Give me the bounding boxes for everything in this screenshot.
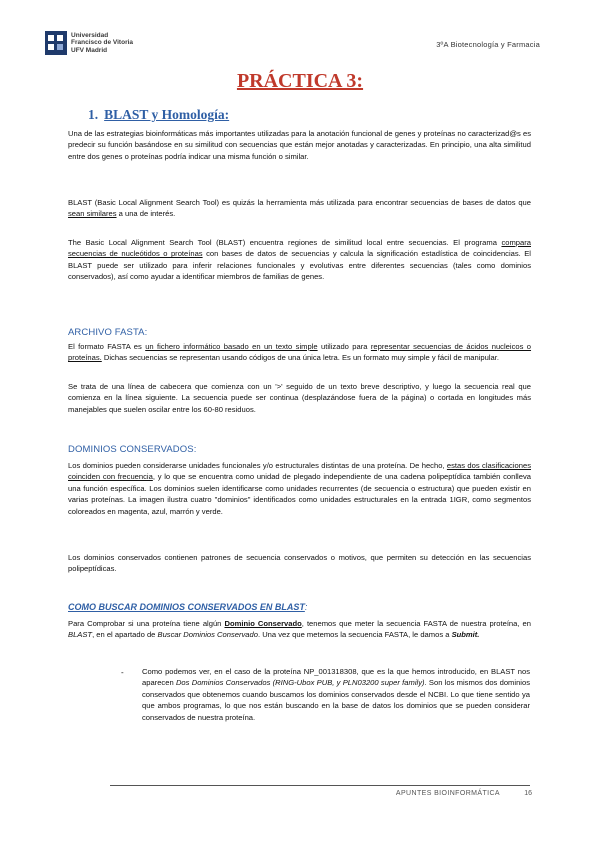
footer-label: APUNTES BIOINFORMÁTICA <box>395 790 500 797</box>
logo-text <box>71 32 133 55</box>
intro-paragraph-3 <box>68 237 531 283</box>
text-run: Como podemos ver, en el caso de la proteína NP_001318308, que es la que hemos introducido, en BLAST nos aparecen <box>142 667 530 688</box>
text-run: . Una vez que metemos la secuencia FASTA, le damos a <box>257 630 452 640</box>
underlined-text: estas dos clasificaciones coinciden con frecuencia <box>68 461 531 482</box>
dominios-paragraph-2: Los dominios conservados contienen patrones de secuencia conservados o motivos, que permiten su detección en las secuencias polipeptídicas. <box>68 553 531 574</box>
text-run: Dichas secuencias se representan usando códigos de una única letra. Es un formato muy simple y fácil de manipular. <box>101 353 499 363</box>
text-run: , en el apartado de <box>92 630 158 640</box>
italic-text: Dos Dominios Conservados (RING-Ubox PUB, y PLN03200 super family) <box>175 678 425 688</box>
underlined-text: Dominio Conservado <box>224 619 302 628</box>
ufv-logo-icon <box>45 31 67 55</box>
bold-italic-text: Submit. <box>451 630 480 640</box>
underlined-text: un fichero informático basado en un texto simple <box>145 342 318 351</box>
section-heading <box>88 107 229 123</box>
course-label: 3ºA Biotecnología y Farmacia <box>436 40 540 49</box>
italic-text: Buscar Dominios Conservado <box>157 630 258 640</box>
italic-text: BLAST <box>68 630 93 640</box>
footer-divider <box>110 785 530 786</box>
text-run: The Basic Local Alignment Search Tool (BLAST) encuentra regiones de similitud local entre secuencias. El programa <box>68 238 502 247</box>
underlined-text: representar secuencias de ácidos nucleicos o proteínas. <box>68 342 532 363</box>
logo-line: Francisco de Vitoria <box>71 39 134 47</box>
text-run: a una de interés. <box>116 209 176 219</box>
intro-paragraph-1: Una de las estrategias bioinformáticas más importantes utilizadas para la anotación funcional de genes y proteínas no caracterizad@s es predecir su función basándose en su similitud con secuencias que están mejor anotadas y caracterizadas. En principio, una alta similitud entre dos genes o proteínas podría indicar una misma función o similar. <box>68 129 531 161</box>
section-number: 1. <box>88 107 99 122</box>
buscar-paragraph <box>68 618 531 641</box>
intro-paragraph-2 <box>68 197 531 220</box>
dominios-heading: DOMINIOS CONSERVADOS: <box>68 444 197 455</box>
buscar-heading <box>68 602 307 612</box>
underlined-text: compara secuencias de nucleótidos o proteínas <box>68 238 531 259</box>
text-run: utilizado para <box>317 342 371 351</box>
text-run: con bases de datos de secuencias y calcula la significación estadística de coincidencias. El BLAST puede ser utilizado para inferir relaciones funcionales y evolutivas entre diferentes secuencias (tales como dominios conservados), así como ayudar a identificar miembros de familias de genes. <box>68 249 531 282</box>
text-run: , tenemos que meter la secuencia FASTA de nuestra proteína, en <box>301 619 531 628</box>
dominios-paragraph-1 <box>68 460 531 517</box>
text-run: BLAST (Basic Local Alignment Search Tool) es quizás la herramienta más utilizada para encontrar secuencias de bases de datos que <box>68 198 531 207</box>
section-title: BLAST y Homología: <box>104 107 230 122</box>
buscar-heading-text: COMO BUSCAR DOMINIOS CONSERVADOS EN BLAST <box>68 602 305 612</box>
logo-line: Universidad <box>71 31 109 39</box>
text-run: . Son los mismos dos dominios conservados que obtenemos cuando buscamos los dominios conservados desde el NCBI. Lo que tiene sentido ya que ambos programas, lo que nos están buscando en la base de datos los dominios que se pueden considerar conservados de nuestra proteína. <box>142 678 530 722</box>
text-run: Los dominios pueden considerarse unidades funcionales y/o estructurales distintas de una proteína. De hecho, <box>68 461 447 470</box>
logo-line: UFV Madrid <box>71 46 108 54</box>
text-run: : <box>304 602 308 612</box>
underlined-text: sean similares <box>68 209 117 219</box>
fasta-paragraph-1 <box>68 341 531 364</box>
bullet-item <box>142 666 530 723</box>
university-logo <box>45 31 133 55</box>
page-title: PRÁCTICA 3: <box>236 70 364 92</box>
text-run: Para Comprobar si una proteína tiene algún <box>68 619 225 628</box>
text-run: , y lo que se encuentra como unidad de plegado independiente de una cadena polipeptídica también conlleva una función específica. Los dominios suelen identificarse como unidades recurrentes (de secuencia o estructura) que pueden existir en varias proteínas. La imagen ilustra cuatro "dominios" identificados como unidades estructurales en la entrada 1IGR, como segmentos coloreados en magenta, azul, marrón y verde. <box>68 472 531 516</box>
text-run: El formato FASTA es <box>68 342 146 351</box>
page-number: 16 <box>524 790 532 797</box>
fasta-paragraph-2: Se trata de una línea de cabecera que comienza con un '>' seguido de un texto breve descriptivo, y luego la secuencia real que comienza en la línea siguiente. La secuencia puede ser continua (desplazándose fuera de la página) o cortada en longitudes más manejables que suelen oscilar entre los 60-80 residuos. <box>68 382 531 414</box>
bullet-dash: - <box>121 668 124 677</box>
fasta-heading: ARCHIVO FASTA: <box>68 327 148 338</box>
